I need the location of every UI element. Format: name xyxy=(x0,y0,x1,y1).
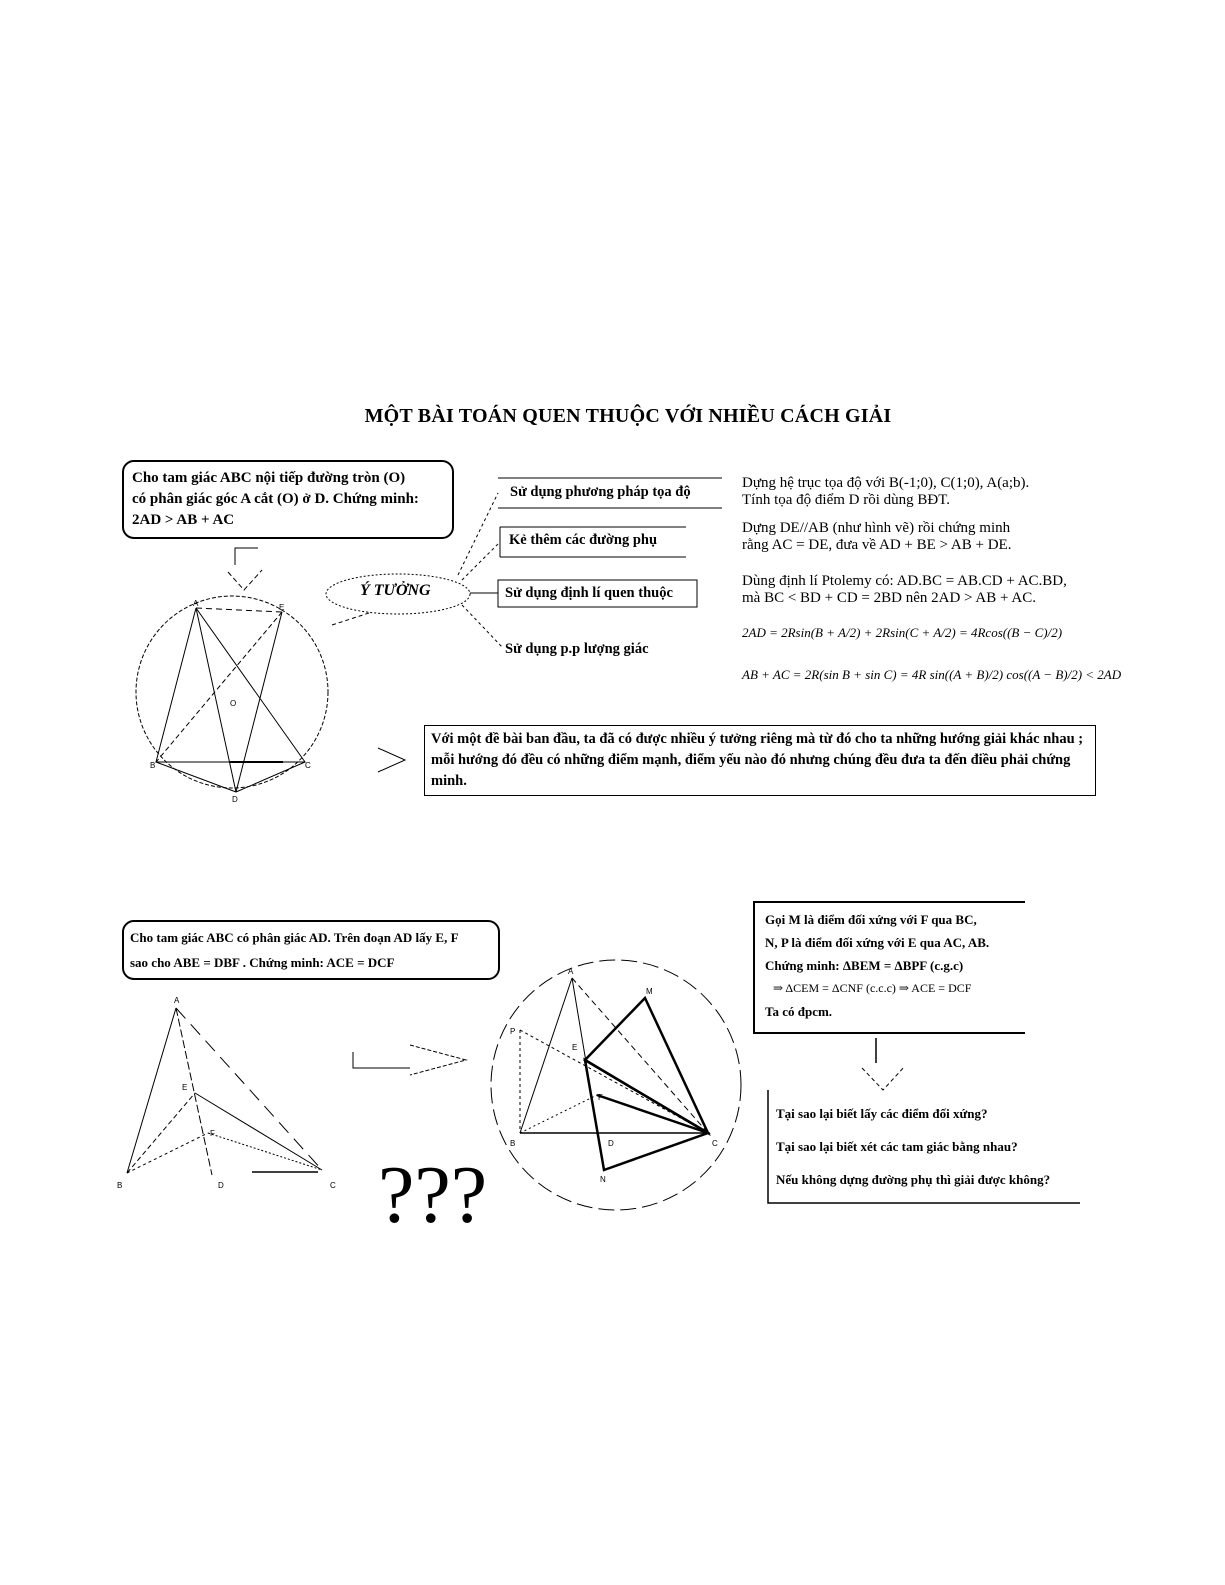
svg-text:D: D xyxy=(218,1181,224,1190)
question-item: Tại sao lại biết lấy các điểm đối xứng? xyxy=(776,1106,988,1121)
svg-text:E: E xyxy=(182,1083,188,1092)
solution-line: Gọi M là điểm đối xứng với F qua BC, xyxy=(765,912,977,927)
figure-circle-3 xyxy=(491,960,741,1210)
solution-line: Ta có đpcm. xyxy=(765,1004,833,1019)
question-item: Tại sao lại biết xét các tam giác bằng nhau? xyxy=(776,1139,1018,1154)
detail-line: Dùng định lí Ptolemy có: AD.BC = AB.CD + AC.BD, xyxy=(742,573,1067,589)
svg-text:O: O xyxy=(230,699,237,708)
questions-list xyxy=(776,1097,1050,1196)
branch-trigonometry: Sử dụng p.p lượng giác xyxy=(505,641,649,657)
detail-line: rằng AC = DE, đưa về AD + BE > AB + DE. xyxy=(742,537,1012,553)
svg-text:A: A xyxy=(568,967,574,976)
detail-coordinate xyxy=(742,475,1029,509)
svg-text:A: A xyxy=(174,996,180,1005)
branch-known-theorem: Sử dụng định lí quen thuộc xyxy=(505,585,673,601)
connector-line xyxy=(462,542,500,580)
idea-cloud-label: Ý TƯỞNG xyxy=(360,582,431,599)
detail-line: Tính tọa độ điểm D rồi dùng BĐT. xyxy=(742,492,951,508)
problem1-line: Cho tam giác ABC nội tiếp đường tròn (O) xyxy=(132,470,406,486)
point-label: A xyxy=(193,599,199,608)
detail-line: Dựng DE//AB (như hình vẽ) rồi chứng minh xyxy=(742,520,1011,536)
svg-text:D: D xyxy=(608,1139,614,1148)
svg-text:F: F xyxy=(210,1129,215,1138)
svg-text:F: F xyxy=(598,1093,603,1102)
connector-line xyxy=(462,605,503,648)
branch-auxiliary-lines: Kẻ thêm các đường phụ xyxy=(509,532,658,548)
figure-circle-1 xyxy=(136,596,328,804)
problem2-line: Cho tam giác ABC có phân giác AD. Trên đoạn AD lấy E, F xyxy=(130,930,459,945)
svg-text:C: C xyxy=(305,761,311,770)
problem1-line: 2AD > AB + AC xyxy=(132,512,235,528)
detail-line: mà BC < BD + CD = 2BD nên 2AD > AB + AC. xyxy=(742,590,1036,606)
svg-text:B: B xyxy=(117,1181,123,1190)
svg-text:N: N xyxy=(600,1175,606,1184)
solution-line: Chứng minh: ΔBEM = ΔBPF (c.g.c) xyxy=(765,958,964,973)
conclusion-box: Với một đề bài ban đầu, ta đã có được nhiều ý tưởng riêng mà từ đó cho ta những hướng giải khác nhau ; mỗi hướng đó đều có những điểm mạnh, điểm yếu nào đó nhưng chúng đều đưa ta đến điều phải chứng minh. xyxy=(424,725,1096,796)
problem2-box xyxy=(122,920,500,980)
svg-text:C: C xyxy=(330,1181,336,1190)
solution-line: N, P là điểm đối xứng với E qua AC, AB. xyxy=(765,935,990,950)
detail-ptolemy xyxy=(742,573,1067,607)
svg-text:B: B xyxy=(510,1139,516,1148)
branch-coordinate: Sử dụng phương pháp tọa độ xyxy=(510,484,691,500)
detail-line: Dựng hệ trục tọa độ với B(-1;0), C(1;0), A(a;b). xyxy=(742,475,1030,491)
svg-text:B: B xyxy=(150,761,156,770)
detail-trig-1: 2AD = 2Rsin(B + A/2) + 2Rsin(C + A/2) = 4Rcos((B − C)/2) xyxy=(742,625,1063,640)
question-marks: ??? xyxy=(378,1149,488,1240)
svg-text:E: E xyxy=(572,1043,578,1052)
detail-trig-2: AB + AC = 2R(sin B + sin C) = 4R sin((A + B)/2) cos((A − B)/2) < 2AD xyxy=(742,667,1122,682)
svg-text:P: P xyxy=(510,1027,516,1036)
detail-auxiliary xyxy=(742,520,1011,554)
svg-text:C: C xyxy=(712,1139,718,1148)
svg-text:D: D xyxy=(232,795,238,804)
svg-text:M: M xyxy=(646,987,653,996)
problem2-line: sao cho ABE = DBF . Chứng minh: ACE = DCF xyxy=(130,955,395,970)
question-item: Nếu không dựng đường phụ thì giải được không? xyxy=(776,1172,1051,1187)
solution2-box xyxy=(765,908,989,1023)
solution-line: ⇒ ΔCEM = ΔCNF (c.c.c) ⇒ ACE = DCF xyxy=(773,981,972,995)
problem1-line: có phân giác góc A cắt (O) ở D. Chứng minh: xyxy=(132,491,419,507)
connector-line xyxy=(458,493,498,575)
svg-text:E: E xyxy=(279,603,285,612)
page-title: MỘT BÀI TOÁN QUEN THUỘC VỚI NHIỀU CÁCH GIẢI xyxy=(364,405,892,427)
problem1-box xyxy=(122,460,454,539)
